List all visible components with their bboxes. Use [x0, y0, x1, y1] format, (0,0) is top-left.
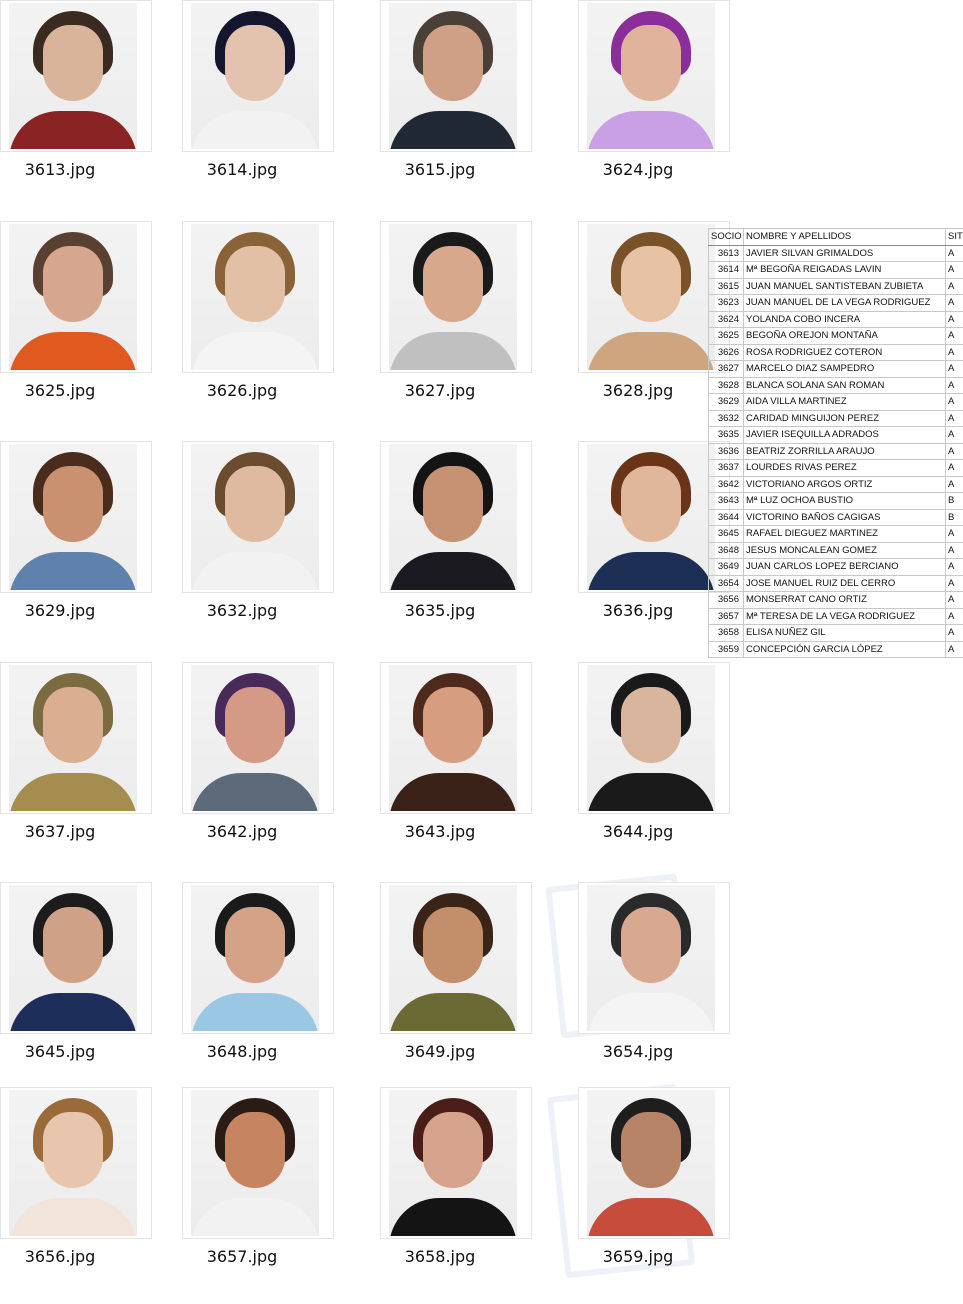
- cell-socio: 3628: [709, 377, 744, 394]
- cell-socio: 3649: [709, 559, 744, 576]
- photo-frame: [578, 0, 730, 152]
- table-row[interactable]: [709, 311, 963, 328]
- table-row[interactable]: [709, 460, 963, 477]
- cell-name: JAVIER ISEQUILLA ADRADOS: [744, 427, 946, 444]
- cell-socio: 3625: [709, 328, 744, 345]
- thumbnail-filename: 3632.jpg: [206, 601, 278, 620]
- thumbnail-item[interactable]: [0, 882, 152, 1072]
- table-header-row: [709, 229, 963, 246]
- thumbnail-filename: 3628.jpg: [602, 381, 674, 400]
- photo-frame: [0, 882, 152, 1034]
- thumbnail-item[interactable]: [0, 0, 152, 190]
- portrait-photo: [587, 3, 715, 149]
- photo-frame: [380, 882, 532, 1034]
- cell-sit: A: [946, 278, 963, 295]
- thumbnail-filename: 3654.jpg: [602, 1042, 674, 1061]
- table-row[interactable]: [709, 476, 963, 493]
- table-row[interactable]: [709, 377, 963, 394]
- portrait-photo: [9, 224, 137, 370]
- photo-frame: [182, 662, 334, 814]
- thumbnail-item[interactable]: [578, 0, 730, 190]
- cell-socio: 3648: [709, 542, 744, 559]
- thumbnail-filename: 3658.jpg: [404, 1247, 476, 1266]
- portrait-photo: [9, 665, 137, 811]
- table-row[interactable]: [709, 526, 963, 543]
- photo-frame: [380, 441, 532, 593]
- thumbnail-filename: 3624.jpg: [602, 160, 674, 179]
- table-row[interactable]: [709, 394, 963, 411]
- table-row[interactable]: [709, 344, 963, 361]
- photo-frame: [182, 1087, 334, 1239]
- cell-name: ROSA RODRIGUEZ COTERON: [744, 344, 946, 361]
- photo-frame: [182, 882, 334, 1034]
- thumbnail-filename: 3648.jpg: [206, 1042, 278, 1061]
- thumbnail-item[interactable]: [182, 1087, 334, 1277]
- thumbnail-filename: 3645.jpg: [24, 1042, 96, 1061]
- photo-frame: [0, 221, 152, 373]
- thumbnail-item[interactable]: [380, 662, 532, 852]
- thumbnail-filename: 3626.jpg: [206, 381, 278, 400]
- cell-name: RAFAEL DIEGUEZ MARTINEZ: [744, 526, 946, 543]
- cell-sit: A: [946, 526, 963, 543]
- cell-socio: 3615: [709, 278, 744, 295]
- thumbnail-filename: 3644.jpg: [602, 822, 674, 841]
- column-header-name[interactable]: NOMBRE Y APELLIDOS: [744, 229, 946, 246]
- portrait-photo: [389, 665, 517, 811]
- cell-socio: 3637: [709, 460, 744, 477]
- table-row[interactable]: [709, 278, 963, 295]
- portrait-photo: [389, 1090, 517, 1236]
- cell-name: JOSE MANUEL RUIZ DEL CERRO: [744, 575, 946, 592]
- thumbnail-filename: 3657.jpg: [206, 1247, 278, 1266]
- table-row[interactable]: [709, 493, 963, 510]
- thumbnail-item[interactable]: [578, 662, 730, 852]
- cell-name: JESUS MONCALEAN GOMEZ: [744, 542, 946, 559]
- cell-name: CONCEPCIÓN GARCIA LÓPEZ: [744, 641, 946, 658]
- thumbnail-item[interactable]: [380, 441, 532, 631]
- cell-sit: A: [946, 641, 963, 658]
- cell-name: VICTORINO BAÑOS CAGIGAS: [744, 509, 946, 526]
- cell-sit: B: [946, 493, 963, 510]
- thumbnail-filename: 3636.jpg: [602, 601, 674, 620]
- portrait-photo: [191, 444, 319, 590]
- thumbnail-item[interactable]: [380, 1087, 532, 1277]
- table-row[interactable]: [709, 509, 963, 526]
- cell-sit: A: [946, 245, 963, 262]
- photo-frame: [380, 221, 532, 373]
- cell-sit: A: [946, 608, 963, 625]
- cell-name: JUAN MANUEL SANTISTEBAN ZUBIETA: [744, 278, 946, 295]
- thumbnail-filename: 3642.jpg: [206, 822, 278, 841]
- cell-socio: 3635: [709, 427, 744, 444]
- thumbnail-item[interactable]: [182, 441, 334, 631]
- cell-name: Mª LUZ OCHOA BUSTIO: [744, 493, 946, 510]
- photo-frame: [578, 662, 730, 814]
- cell-name: YOLANDA COBO INCERA: [744, 311, 946, 328]
- cell-socio: 3654: [709, 575, 744, 592]
- cell-name: JAVIER SILVAN GRIMALDOS: [744, 245, 946, 262]
- table-row[interactable]: [709, 443, 963, 460]
- cell-socio: 3627: [709, 361, 744, 378]
- column-header-socio[interactable]: SOCIO: [709, 229, 744, 246]
- thumbnail-filename: 3649.jpg: [404, 1042, 476, 1061]
- table-row[interactable]: [709, 262, 963, 279]
- cell-sit: A: [946, 542, 963, 559]
- portrait-photo: [191, 224, 319, 370]
- thumbnail-item[interactable]: [182, 0, 334, 190]
- thumbnail-item[interactable]: [0, 221, 152, 411]
- cell-socio: 3656: [709, 592, 744, 609]
- cell-socio: 3644: [709, 509, 744, 526]
- photo-frame: [380, 662, 532, 814]
- thumbnail-item[interactable]: [0, 441, 152, 631]
- thumbnail-filename: 3637.jpg: [24, 822, 96, 841]
- table-row[interactable]: [709, 608, 963, 625]
- cell-socio: 3636: [709, 443, 744, 460]
- photo-frame: [380, 1087, 532, 1239]
- cell-name: VICTORIANO ARGOS ORTIZ: [744, 476, 946, 493]
- portrait-photo: [191, 885, 319, 1031]
- portrait-photo: [9, 1090, 137, 1236]
- cell-sit: A: [946, 476, 963, 493]
- photo-frame: [578, 882, 730, 1034]
- column-header-sit[interactable]: SIT: [946, 229, 963, 246]
- thumbnail-item[interactable]: [182, 221, 334, 411]
- portrait-photo: [9, 3, 137, 149]
- thumbnail-filename: 3615.jpg: [404, 160, 476, 179]
- cell-sit: A: [946, 410, 963, 427]
- members-table: [708, 228, 963, 658]
- photo-frame: [182, 0, 334, 152]
- cell-name: JUAN CARLOS LOPEZ BERCIANO: [744, 559, 946, 576]
- portrait-photo: [587, 1090, 715, 1236]
- table-row[interactable]: [709, 328, 963, 345]
- photo-frame: [578, 1087, 730, 1239]
- cell-sit: A: [946, 460, 963, 477]
- portrait-photo: [191, 3, 319, 149]
- table-row[interactable]: [709, 575, 963, 592]
- thumbnail-item[interactable]: [182, 882, 334, 1072]
- thumbnail-filename: 3627.jpg: [404, 381, 476, 400]
- cell-name: BEGOÑA OREJON MONTAÑA: [744, 328, 946, 345]
- cell-sit: A: [946, 443, 963, 460]
- table-row[interactable]: [709, 625, 963, 642]
- cell-socio: 3657: [709, 608, 744, 625]
- cell-name: JUAN MANUEL DE LA VEGA RODRIGUEZ: [744, 295, 946, 312]
- cell-name: AIDA VILLA MARTINEZ: [744, 394, 946, 411]
- cell-socio: 3658: [709, 625, 744, 642]
- cell-name: Mª BEGOÑA REIGADAS LAVIN: [744, 262, 946, 279]
- cell-name: LOURDES RIVAS PEREZ: [744, 460, 946, 477]
- portrait-photo: [587, 665, 715, 811]
- photo-frame: [182, 221, 334, 373]
- cell-name: ELISA NUÑEZ GIL: [744, 625, 946, 642]
- photo-frame: [380, 0, 532, 152]
- table-row[interactable]: [709, 559, 963, 576]
- cell-sit: A: [946, 377, 963, 394]
- cell-sit: A: [946, 625, 963, 642]
- cell-sit: A: [946, 328, 963, 345]
- cell-name: BLANCA SOLANA SAN ROMAN: [744, 377, 946, 394]
- cell-socio: 3614: [709, 262, 744, 279]
- table-row[interactable]: [709, 245, 963, 262]
- thumbnail-item[interactable]: [578, 1087, 730, 1277]
- portrait-photo: [9, 444, 137, 590]
- portrait-photo: [587, 224, 715, 370]
- cell-socio: 3629: [709, 394, 744, 411]
- thumbnail-item[interactable]: [380, 0, 532, 190]
- cell-sit: A: [946, 427, 963, 444]
- portrait-photo: [587, 444, 715, 590]
- thumbnail-filename: 3659.jpg: [602, 1247, 674, 1266]
- photo-frame: [0, 662, 152, 814]
- cell-name: Mª TERESA DE LA VEGA RODRIGUEZ: [744, 608, 946, 625]
- cell-socio: 3613: [709, 245, 744, 262]
- table-row[interactable]: [709, 641, 963, 658]
- table-row[interactable]: [709, 592, 963, 609]
- thumbnail-item[interactable]: [182, 662, 334, 852]
- cell-sit: A: [946, 559, 963, 576]
- table-row[interactable]: [709, 542, 963, 559]
- portrait-photo: [389, 224, 517, 370]
- cell-socio: 3626: [709, 344, 744, 361]
- table-row[interactable]: [709, 427, 963, 444]
- thumbnail-item[interactable]: [0, 662, 152, 852]
- cell-socio: 3642: [709, 476, 744, 493]
- portrait-photo: [191, 1090, 319, 1236]
- cell-sit: A: [946, 394, 963, 411]
- cell-sit: A: [946, 311, 963, 328]
- cell-socio: 3623: [709, 295, 744, 312]
- thumbnail-item[interactable]: [578, 882, 730, 1072]
- photo-frame: [0, 441, 152, 593]
- thumbnail-filename: 3614.jpg: [206, 160, 278, 179]
- thumbnail-filename: 3635.jpg: [404, 601, 476, 620]
- cell-socio: 3643: [709, 493, 744, 510]
- cell-sit: A: [946, 592, 963, 609]
- cell-socio: 3659: [709, 641, 744, 658]
- cell-name: MONSERRAT CANO ORTIZ: [744, 592, 946, 609]
- portrait-photo: [389, 885, 517, 1031]
- cell-sit: A: [946, 575, 963, 592]
- table-row[interactable]: [709, 361, 963, 378]
- thumbnail-filename: 3613.jpg: [24, 160, 96, 179]
- portrait-photo: [389, 3, 517, 149]
- cell-sit: A: [946, 361, 963, 378]
- thumbnail-filename: 3629.jpg: [24, 601, 96, 620]
- cell-sit: B: [946, 509, 963, 526]
- cell-socio: 3632: [709, 410, 744, 427]
- cell-name: BEATRIZ ZORRILLA ARAUJO: [744, 443, 946, 460]
- table-row[interactable]: [709, 410, 963, 427]
- thumbnail-filename: 3643.jpg: [404, 822, 476, 841]
- photo-frame: [0, 0, 152, 152]
- cell-sit: A: [946, 262, 963, 279]
- thumbnail-filename: 3656.jpg: [24, 1247, 96, 1266]
- photo-frame: [0, 1087, 152, 1239]
- portrait-photo: [389, 444, 517, 590]
- thumbnail-item[interactable]: [0, 1087, 152, 1277]
- cell-name: MARCELO DIAZ SAMPEDRO: [744, 361, 946, 378]
- cell-socio: 3645: [709, 526, 744, 543]
- thumbnail-item[interactable]: [380, 882, 532, 1072]
- photo-frame: [182, 441, 334, 593]
- portrait-photo: [587, 885, 715, 1031]
- portrait-photo: [9, 885, 137, 1031]
- cell-sit: A: [946, 344, 963, 361]
- portrait-photo: [191, 665, 319, 811]
- table-row[interactable]: [709, 295, 963, 312]
- cell-socio: 3624: [709, 311, 744, 328]
- cell-sit: A: [946, 295, 963, 312]
- thumbnail-filename: 3625.jpg: [24, 381, 96, 400]
- thumbnail-item[interactable]: [380, 221, 532, 411]
- cell-name: CARIDAD MINGUIJON PEREZ: [744, 410, 946, 427]
